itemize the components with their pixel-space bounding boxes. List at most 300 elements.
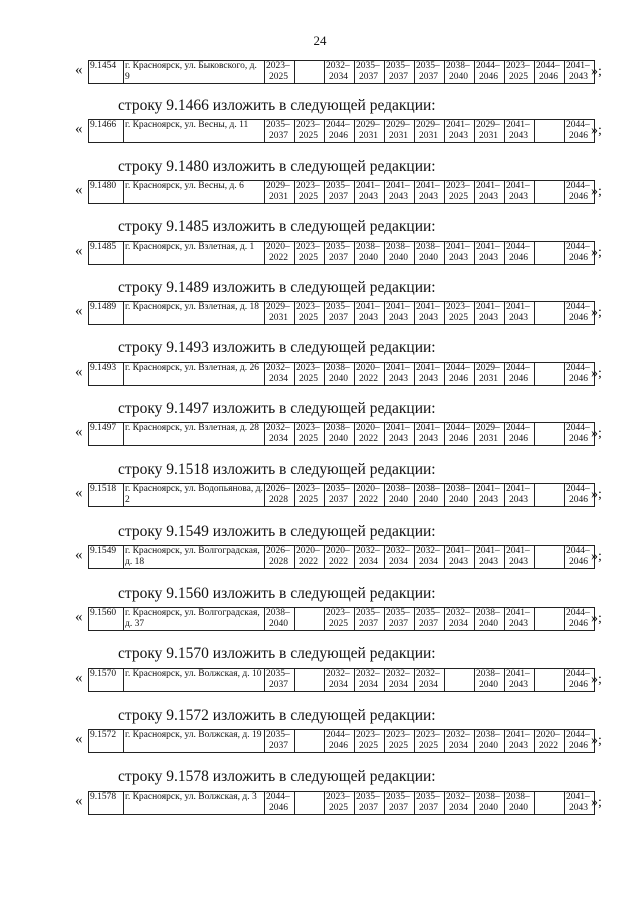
year-end: 2046 xyxy=(569,131,588,141)
quote-open: « xyxy=(75,121,83,137)
year-start: 2041– xyxy=(386,423,410,433)
year-end: 2025 xyxy=(299,495,318,505)
year-start: 2038– xyxy=(446,484,470,494)
year-end: 2037 xyxy=(359,72,378,82)
year-end: 2037 xyxy=(269,680,288,690)
year-end: 2034 xyxy=(449,803,468,813)
year-end: 2025 xyxy=(299,374,318,384)
year-start: 2035– xyxy=(266,730,290,740)
year-start: 2041– xyxy=(506,669,530,679)
year-end: 2040 xyxy=(479,741,498,751)
year-start: 2029– xyxy=(476,423,500,433)
year-end: 2046 xyxy=(509,434,528,444)
year-end: 2040 xyxy=(509,803,528,813)
year-end: 2046 xyxy=(569,557,588,567)
year-start: 2044– xyxy=(566,608,590,618)
year-start: 2035– xyxy=(266,669,290,679)
year-cell xyxy=(295,608,325,631)
year-cell xyxy=(415,181,445,204)
year-cell xyxy=(475,608,505,631)
year-cell xyxy=(475,792,505,815)
year-cell xyxy=(265,61,295,84)
year-cell xyxy=(355,120,385,143)
year-start: 2020– xyxy=(356,363,380,373)
year-cell xyxy=(505,120,535,143)
year-end: 2037 xyxy=(269,741,288,751)
year-cell xyxy=(325,608,355,631)
row-number: 9.1493 xyxy=(89,363,124,386)
quote-close: »; xyxy=(591,426,602,441)
year-end: 2046 xyxy=(569,741,588,751)
year-end: 2037 xyxy=(389,72,408,82)
year-start: 2035– xyxy=(356,61,380,71)
year-start: 2023– xyxy=(296,423,320,433)
year-cell xyxy=(355,484,385,507)
year-end: 2031 xyxy=(269,313,288,323)
year-end: 2043 xyxy=(449,131,468,141)
year-end: 2040 xyxy=(389,495,408,505)
year-cell xyxy=(565,363,595,386)
year-end: 2046 xyxy=(569,680,588,690)
year-start: 2041– xyxy=(476,242,500,252)
year-start: 2038– xyxy=(326,363,350,373)
row-number: 9.1560 xyxy=(89,608,124,631)
row-number: 9.1497 xyxy=(89,423,124,446)
year-end: 2046 xyxy=(569,495,588,505)
year-cell xyxy=(415,423,445,446)
year-end: 2043 xyxy=(509,131,528,141)
year-cell xyxy=(325,484,355,507)
year-cell xyxy=(415,608,445,631)
year-cell xyxy=(535,484,565,507)
year-end: 2025 xyxy=(299,131,318,141)
amendment-heading: строку 9.1560 изложить в следующей редакции: xyxy=(118,585,436,602)
year-start: 2044– xyxy=(266,792,290,802)
year-end: 2034 xyxy=(359,557,378,567)
year-cell xyxy=(445,730,475,753)
quote-close: »; xyxy=(591,549,602,564)
row-number: 9.1578 xyxy=(89,792,124,815)
year-start: 2044– xyxy=(566,484,590,494)
year-end: 2043 xyxy=(509,741,528,751)
year-cell xyxy=(265,546,295,569)
year-cell xyxy=(325,120,355,143)
year-start: 2035– xyxy=(326,302,350,312)
year-end: 2043 xyxy=(419,434,438,444)
year-end: 2043 xyxy=(389,192,408,202)
year-start: 2038– xyxy=(506,792,530,802)
year-start: 2035– xyxy=(416,608,440,618)
table-row xyxy=(88,729,595,753)
year-cell xyxy=(295,669,325,692)
year-start: 2041– xyxy=(476,302,500,312)
year-start: 2044– xyxy=(506,423,530,433)
quote-close: »; xyxy=(591,487,602,502)
year-start: 2023– xyxy=(296,242,320,252)
year-end: 2034 xyxy=(449,619,468,629)
year-end: 2034 xyxy=(269,434,288,444)
year-cell xyxy=(265,792,295,815)
row-address: г. Красноярск, ул. Весны, д. 6 xyxy=(124,181,265,204)
year-cell xyxy=(535,120,565,143)
year-cell xyxy=(355,302,385,325)
year-cell xyxy=(325,363,355,386)
year-end: 2040 xyxy=(479,803,498,813)
year-start: 2044– xyxy=(326,120,350,130)
year-start: 2041– xyxy=(416,363,440,373)
year-cell xyxy=(505,730,535,753)
year-end: 2040 xyxy=(419,253,438,263)
year-cell xyxy=(475,242,505,265)
quote-open: « xyxy=(75,670,83,686)
page-number: 24 xyxy=(313,33,327,48)
year-cell xyxy=(475,730,505,753)
year-cell xyxy=(445,363,475,386)
year-cell xyxy=(295,302,325,325)
year-start: 2041– xyxy=(356,181,380,191)
year-cell xyxy=(505,546,535,569)
year-start: 2032– xyxy=(356,669,380,679)
year-end: 2025 xyxy=(269,72,288,82)
year-cell xyxy=(505,181,535,204)
year-start: 2032– xyxy=(416,546,440,556)
year-cell xyxy=(355,181,385,204)
year-end: 2043 xyxy=(479,557,498,567)
year-cell xyxy=(325,669,355,692)
row-address: г. Красноярск, ул. Взлетная, д. 26 xyxy=(124,363,265,386)
year-start: 2041– xyxy=(506,120,530,130)
amendment-heading: строку 9.1572 изложить в следующей редакции: xyxy=(118,707,436,724)
year-start: 2041– xyxy=(476,181,500,191)
year-start: 2023– xyxy=(416,730,440,740)
year-start: 2020– xyxy=(536,730,560,740)
year-end: 2043 xyxy=(419,192,438,202)
year-end: 2046 xyxy=(269,803,288,813)
year-start: 2041– xyxy=(506,302,530,312)
year-end: 2031 xyxy=(479,374,498,384)
year-start: 2032– xyxy=(326,61,350,71)
year-end: 2043 xyxy=(449,557,468,567)
year-cell xyxy=(265,181,295,204)
quote-close: »; xyxy=(591,795,602,810)
year-cell xyxy=(475,181,505,204)
year-start: 2038– xyxy=(386,242,410,252)
year-cell xyxy=(265,242,295,265)
year-start: 2038– xyxy=(476,669,500,679)
year-cell xyxy=(265,669,295,692)
quote-close: »; xyxy=(591,184,602,199)
year-cell xyxy=(505,669,535,692)
year-start: 2029– xyxy=(476,363,500,373)
year-end: 2037 xyxy=(329,192,348,202)
year-start: 2041– xyxy=(476,546,500,556)
year-end: 2040 xyxy=(329,374,348,384)
year-start: 2044– xyxy=(566,730,590,740)
year-start: 2044– xyxy=(566,423,590,433)
year-end: 2031 xyxy=(479,434,498,444)
year-start: 2044– xyxy=(566,546,590,556)
year-end: 2022 xyxy=(329,557,348,567)
year-start: 2032– xyxy=(386,669,410,679)
year-end: 2031 xyxy=(479,131,498,141)
year-cell xyxy=(565,669,595,692)
year-cell xyxy=(385,730,415,753)
year-start: 2026– xyxy=(266,484,290,494)
year-cell xyxy=(475,484,505,507)
year-start: 2035– xyxy=(386,61,410,71)
year-end: 2022 xyxy=(299,557,318,567)
row-address: г. Красноярск, ул. Волгоградская, д. 18 xyxy=(124,546,265,569)
year-end: 2043 xyxy=(389,374,408,384)
amendment-heading: строку 9.1489 изложить в следующей редакции: xyxy=(118,279,436,296)
year-cell xyxy=(565,423,595,446)
year-start: 2041– xyxy=(506,181,530,191)
year-cell xyxy=(445,484,475,507)
year-cell xyxy=(355,730,385,753)
year-cell xyxy=(535,608,565,631)
year-end: 2046 xyxy=(329,741,348,751)
year-start: 2041– xyxy=(386,363,410,373)
year-end: 2025 xyxy=(449,192,468,202)
year-cell xyxy=(415,730,445,753)
year-end: 2043 xyxy=(509,557,528,567)
year-cell xyxy=(385,546,415,569)
year-cell xyxy=(505,423,535,446)
year-end: 2034 xyxy=(419,680,438,690)
year-start: 2038– xyxy=(476,730,500,740)
year-cell xyxy=(565,61,595,84)
year-start: 2041– xyxy=(386,302,410,312)
year-end: 2043 xyxy=(479,192,498,202)
table-row xyxy=(88,668,595,692)
row-number: 9.1485 xyxy=(89,242,124,265)
year-end: 2037 xyxy=(419,619,438,629)
year-end: 2034 xyxy=(419,557,438,567)
year-end: 2043 xyxy=(389,313,408,323)
year-cell xyxy=(565,302,595,325)
year-end: 2031 xyxy=(389,131,408,141)
year-end: 2043 xyxy=(359,313,378,323)
table-row xyxy=(88,422,595,446)
year-start: 2029– xyxy=(386,120,410,130)
year-cell xyxy=(325,792,355,815)
year-start: 2029– xyxy=(416,120,440,130)
year-end: 2037 xyxy=(419,803,438,813)
year-start: 2044– xyxy=(566,302,590,312)
year-cell xyxy=(535,363,565,386)
year-start: 2044– xyxy=(566,363,590,373)
year-start: 2038– xyxy=(476,792,500,802)
year-end: 2034 xyxy=(269,374,288,384)
year-cell xyxy=(535,730,565,753)
year-end: 2043 xyxy=(509,619,528,629)
year-cell xyxy=(475,423,505,446)
quote-close: »; xyxy=(591,733,602,748)
year-end: 2046 xyxy=(449,434,468,444)
year-cell xyxy=(445,546,475,569)
year-start: 2044– xyxy=(536,61,560,71)
year-end: 2040 xyxy=(389,253,408,263)
year-cell xyxy=(415,61,445,84)
year-end: 2037 xyxy=(389,803,408,813)
year-cell xyxy=(385,423,415,446)
year-end: 2028 xyxy=(269,495,288,505)
year-start: 2044– xyxy=(446,363,470,373)
year-cell xyxy=(355,423,385,446)
year-start: 2035– xyxy=(416,61,440,71)
quote-close: »; xyxy=(591,672,602,687)
quote-open: « xyxy=(75,485,83,501)
year-cell xyxy=(505,302,535,325)
year-cell xyxy=(265,423,295,446)
year-end: 2043 xyxy=(509,192,528,202)
year-start: 2038– xyxy=(416,242,440,252)
year-end: 2025 xyxy=(299,253,318,263)
year-end: 2034 xyxy=(359,680,378,690)
year-start: 2038– xyxy=(416,484,440,494)
year-start: 2035– xyxy=(326,484,350,494)
year-end: 2043 xyxy=(509,680,528,690)
year-cell xyxy=(445,242,475,265)
year-cell xyxy=(385,61,415,84)
year-cell xyxy=(355,546,385,569)
year-end: 2022 xyxy=(539,741,558,751)
year-start: 2044– xyxy=(446,423,470,433)
year-end: 2040 xyxy=(479,619,498,629)
year-start: 2020– xyxy=(296,546,320,556)
year-end: 2040 xyxy=(479,680,498,690)
year-end: 2037 xyxy=(359,803,378,813)
year-end: 2046 xyxy=(509,253,528,263)
year-start: 2020– xyxy=(356,423,380,433)
year-start: 2029– xyxy=(356,120,380,130)
year-cell xyxy=(355,792,385,815)
year-start: 2041– xyxy=(506,730,530,740)
year-end: 2028 xyxy=(269,557,288,567)
year-end: 2025 xyxy=(299,434,318,444)
row-address: г. Красноярск, ул. Весны, д. 11 xyxy=(124,120,265,143)
year-start: 2023– xyxy=(296,302,320,312)
row-number: 9.1480 xyxy=(89,181,124,204)
year-start: 2023– xyxy=(296,484,320,494)
year-start: 2023– xyxy=(326,792,350,802)
year-start: 2038– xyxy=(356,242,380,252)
year-end: 2043 xyxy=(359,192,378,202)
year-cell xyxy=(385,363,415,386)
amendment-heading: строку 9.1570 изложить в следующей редакции: xyxy=(118,645,436,662)
year-cell xyxy=(295,423,325,446)
year-cell xyxy=(385,302,415,325)
year-cell xyxy=(505,484,535,507)
year-start: 2032– xyxy=(326,669,350,679)
year-end: 2043 xyxy=(569,72,588,82)
year-start: 2032– xyxy=(386,546,410,556)
year-cell xyxy=(295,181,325,204)
year-start: 2041– xyxy=(386,181,410,191)
year-end: 2040 xyxy=(449,72,468,82)
table-row xyxy=(88,301,595,325)
year-cell xyxy=(565,484,595,507)
year-end: 2043 xyxy=(449,253,468,263)
year-cell xyxy=(565,242,595,265)
year-start: 2029– xyxy=(476,120,500,130)
quote-open: « xyxy=(75,303,83,319)
year-start: 2029– xyxy=(266,302,290,312)
year-cell xyxy=(385,669,415,692)
row-number: 9.1572 xyxy=(89,730,124,753)
year-cell xyxy=(445,61,475,84)
year-start: 2023– xyxy=(266,61,290,71)
year-cell xyxy=(295,61,325,84)
year-end: 2046 xyxy=(539,72,558,82)
year-cell xyxy=(475,302,505,325)
year-start: 2026– xyxy=(266,546,290,556)
year-end: 2025 xyxy=(509,72,528,82)
year-cell xyxy=(475,120,505,143)
year-cell xyxy=(565,120,595,143)
year-end: 2037 xyxy=(359,619,378,629)
year-end: 2031 xyxy=(269,192,288,202)
quote-close: »; xyxy=(591,245,602,260)
year-end: 2043 xyxy=(479,253,498,263)
year-cell xyxy=(415,242,445,265)
year-end: 2025 xyxy=(299,192,318,202)
year-end: 2046 xyxy=(479,72,498,82)
year-end: 2031 xyxy=(359,131,378,141)
year-start: 2044– xyxy=(566,242,590,252)
year-end: 2034 xyxy=(329,680,348,690)
year-cell xyxy=(295,792,325,815)
year-end: 2025 xyxy=(449,313,468,323)
amendment-heading: строку 9.1549 изложить в следующей редакции: xyxy=(118,523,436,540)
year-start: 2023– xyxy=(386,730,410,740)
year-cell xyxy=(415,546,445,569)
year-cell xyxy=(295,546,325,569)
row-address: г. Красноярск, ул. Взлетная, д. 1 xyxy=(124,242,265,265)
table-row xyxy=(88,362,595,386)
amendment-heading: строку 9.1578 изложить в следующей редакции: xyxy=(118,768,436,785)
row-number: 9.1570 xyxy=(89,669,124,692)
year-cell xyxy=(385,120,415,143)
row-address: г. Красноярск, ул. Волжская, д. 10 xyxy=(124,669,265,692)
year-start: 2023– xyxy=(446,181,470,191)
quote-close: »; xyxy=(591,123,602,138)
year-start: 2032– xyxy=(446,730,470,740)
year-cell xyxy=(325,423,355,446)
year-end: 2037 xyxy=(329,495,348,505)
year-start: 2044– xyxy=(476,61,500,71)
year-start: 2041– xyxy=(566,792,590,802)
year-start: 2035– xyxy=(386,608,410,618)
year-cell xyxy=(475,61,505,84)
year-start: 2032– xyxy=(446,608,470,618)
year-start: 2041– xyxy=(506,608,530,618)
year-end: 2046 xyxy=(569,253,588,263)
quote-open: « xyxy=(75,609,83,625)
year-end: 2025 xyxy=(419,741,438,751)
year-end: 2040 xyxy=(449,495,468,505)
year-end: 2022 xyxy=(269,253,288,263)
year-cell xyxy=(265,730,295,753)
table-row xyxy=(88,545,595,569)
year-cell xyxy=(295,363,325,386)
year-start: 2041– xyxy=(416,423,440,433)
year-end: 2037 xyxy=(389,619,408,629)
year-start: 2032– xyxy=(416,669,440,679)
year-end: 2022 xyxy=(359,495,378,505)
year-end: 2037 xyxy=(329,313,348,323)
quote-open: « xyxy=(75,364,83,380)
